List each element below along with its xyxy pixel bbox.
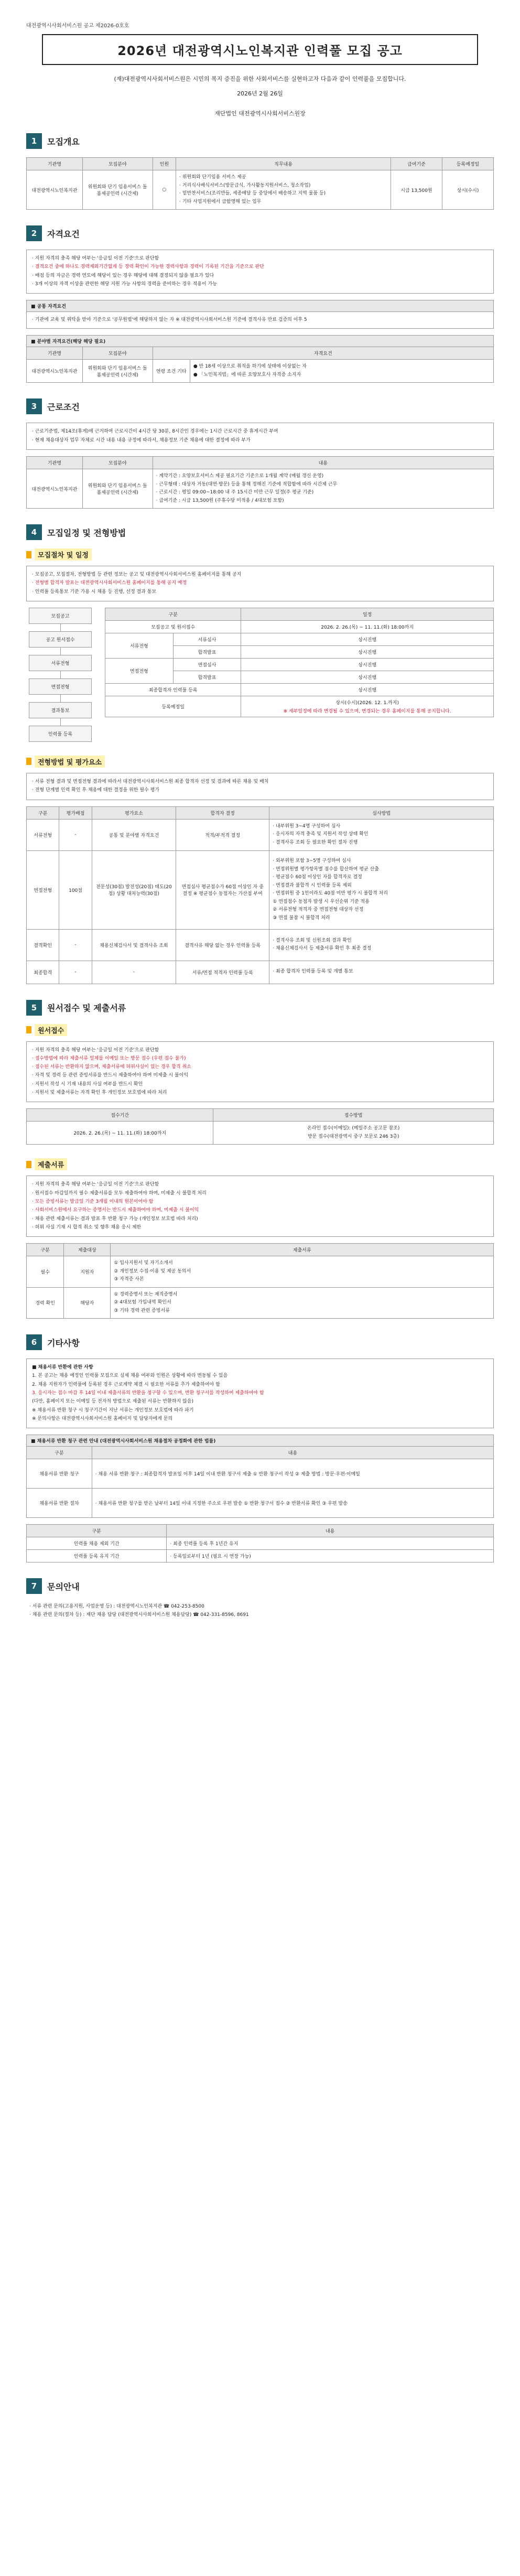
document-items [111,1256,494,1288]
section-number: 3 [26,398,42,414]
schedule-notes [26,566,494,601]
note-line: · 자격 및 경력 등 관련 증빙서류를 반드시 제출하여야 하며 미제출 시 불이익 [32,1073,189,1079]
note-line: · 서류 전형 결과 및 면접전형 결과에 따라서 대전광역시사회서비스원 최종 합격자 선정 및 결과에 따른 채용 및 배치 [32,779,269,784]
duty-item: · 위원회와 단기임용 서비스 제공 [179,175,246,180]
method-item: · 결격사유 조회 및 신원조회 결과 확인 [273,937,352,943]
condition-item: · 계약기간 : 요양보호서비스 제공 필요기간 기준으로 1개월 계약 (매월 갱신 운영) [156,473,324,479]
notice-date: 2026년 2월 26일 [237,90,283,97]
schedule-value: 상시진행 [241,658,494,671]
documents-subheader [26,1158,494,1170]
table-header: 모집분야 [82,158,153,170]
method-item: · 외부위원 포함 3~5명 구성하여 심사 [273,858,351,864]
schedule-value [241,696,494,717]
eval-method [269,961,494,984]
subsection-title: 전형방법 및 평가요소 [35,756,105,768]
arrow-down-icon [60,671,61,678]
note-line: · 채용 관련 제출서류는 결과 발표 후 반환 청구 가능 (개인정보 보호법 따라 처리) [32,1216,198,1222]
method-item: ③ 면접 불참 시 불합격 처리 [273,915,330,921]
duty-item: · 거리식사배식서비스(방문급식, 가사활동지원서비스, 청소작업) [179,182,311,188]
table-header: 내용 [153,457,493,469]
eval-score: - [59,929,92,961]
eval-elements: 공통 및 분야별 자격요건 [92,819,176,850]
document-items [111,1287,494,1319]
schedule-stage: 등록예정일 [105,696,241,717]
section-application-header [26,1000,494,1016]
method-line: 온라인 접수(이메일): (메일주소 공고문 참조) [307,1126,400,1131]
schedule-stage: 면접전형 [105,658,174,683]
note-line: · 결격요건 중에 하나도 경력제외기간없게 등 경력 확인이 가능한 경력사항과 경력이 기록된 기간을 기준으로 판단 [32,264,264,270]
rule-type: 인력풀 채용 제외 기간 [27,1537,167,1550]
process-flow [26,608,94,742]
contact-line: · 서류 관련 문의(고용지원, 사업운영 등) : 대전광역시노인복지관 ☎ 042-253-8500 [29,1604,204,1610]
contact-info [26,1602,494,1619]
document-item: ③ 자격증 사본 [114,1277,144,1282]
document-target: 지원자 [64,1256,111,1288]
condition-item: · 급여기준 : 시급 13,500원 (주휴수당 미적용 / 4대보험 포함) [156,498,284,503]
square-bullet-icon [26,1026,31,1033]
overview-count: ○ [153,170,176,210]
eval-type: 결격확인 [27,929,59,961]
section-title: 근로조건 [47,402,80,412]
note-line: · 지원서 및 제출서류는 자격 확인 후 개인정보 보호법에 따라 처리 [32,1090,167,1096]
conditions-items [153,469,493,509]
application-period: 2026. 2. 26.(목) ~ 11. 11.(화) 18:00까지 [27,1122,213,1145]
table-header: 구분 [27,1244,64,1256]
document-item: ① 경력증명서 또는 재직증명서 [114,1291,178,1297]
section-etc-header [26,1334,494,1350]
method-item: · 내부위원 3~4명 구성하여 심사 [273,823,341,829]
table-header: 일정 [241,608,494,620]
method-item: · 결격사유 조회 등 필요한 확인 절차 진행 [273,839,358,845]
eval-decision: 면접심사 평균점수가 60점 이상인 자 중 결정 ※ 평균점수 동점자는 가산점 부여 [176,850,269,929]
table-header: 기관명 [27,158,83,170]
section-number: 6 [26,1334,42,1350]
note-line: · 원서접수 마감일까지 필수 제출서류를 모두 제출하여야 하며, 미제출 시 불합격 처리 [32,1190,207,1196]
table-header: 구분 [27,1525,167,1537]
overview-table [26,157,494,210]
method-line: 방문 접수(대전광역시 중구 보문로 246 3층) [307,1134,399,1139]
table-header: 모집분야 [82,457,153,469]
conditions-field: 위원회와 단기 임용서비스 돌봄제공인력 (시간제) [82,469,153,509]
application-notes [26,1041,494,1103]
flow-step: 공고 원서접수 [29,631,92,648]
section-title: 모집개요 [47,136,80,147]
schedule-value: 상시진행 [241,671,494,683]
section-number: 5 [26,1000,42,1016]
specific-label: 연령 조건 기타 [153,360,190,383]
overview-duties [176,170,391,210]
note-line: · 모든 증빙서류는 발급일 기준 3개월 이내의 원본이어야 함 [32,1199,154,1204]
eval-method [269,850,494,929]
note-line: · 배점 등의 자금은 경력 연도에 해당이 있는 경우 해당에 대해 결정되지 않을 필요가 있다 [32,273,214,278]
flow-step: 결과통보 [29,702,92,718]
flow-step: 서류전형 [29,655,92,671]
arrow-down-icon [60,624,61,631]
note-line: 3. 응시자는 접수 마감 후 14일 이내 제출서류의 반환을 청구할 수 있으며, 반환 청구서를 작성하여 제출하여야 함 [32,1391,264,1396]
document-item: ① 입사지원서 및 자기소개서 [114,1260,173,1266]
overview-reg-date: 상시(수시) [442,170,493,210]
note-line: (다만, 홈페이지 또는 이메일 등 전자적 방법으로 제출된 서류는 반환하지 않음) [32,1399,194,1405]
qualification-notes [26,250,494,294]
note-line: 2. 채용 지원자가 인력풀에 등록된 경우 근로계약 체결 시 필요한 서류를 추가 제출하여야 함 [32,1382,220,1387]
overview-org: 대전광역시노인복지관 [27,170,83,210]
document-item: ② 4대보험 가입내역 확인서 [114,1300,171,1306]
table-header: 심사방법 [269,806,494,819]
table-header: 기관명 [27,457,83,469]
contact-line: · 채용 관련 문의(절차 등) : 재단 채용 담당 (대전광역시사회서비스원 채용담당) ☎ 042-331-8596, 8691 [29,1612,249,1618]
eval-decision: 적격/부적격 결정 [176,819,269,850]
documents-table [26,1243,494,1319]
flow-step: 인력풀 등록 [29,726,92,742]
method-item: · 면접결과 불합격 시 인력풀 등록 제외 [273,882,352,888]
subsection-title: 제출서류 [35,1158,67,1170]
method-item: · 평균점수 60점 이상인 자를 합격자로 결정 [273,875,362,880]
overview-pay: 시급 13,500원 [391,170,442,210]
table-header: 제출대상 [64,1244,111,1256]
note-line: · 지원 자격의 충족 해당 여부는 '응금일 이전 기준'으로 판단함 [32,1182,159,1188]
condition-item: · 근무형태 : 대상자 거동(대면·방문) 등을 통해 정해진 기준에 적합함에 따라 시간제 근무 [156,481,338,487]
rule-content: · 등록일로부터 1년 (필요 시 연장 가능) [167,1550,494,1562]
eval-elements: 채용신체검사서 및 결격사유 조회 [92,929,176,961]
condition-item: · 근로시간 : 평일 09:00~18:00 내 주 15시간 미만 근무 일정(주 평균 기준) [156,490,314,495]
section-title: 문의안내 [47,1581,80,1592]
arrow-down-icon [60,718,61,726]
method-item: · 응시자의 자격 충족 및 지원서 작성 상태 확인 [273,832,369,837]
etc-table-title: ■ 채용서류 반환 청구 관련 안내 (대전광역시사회서비스원 채용절차 공정화에 관한 법률) [26,1435,494,1446]
note-line: · 지원서 작성 시 기재 내용의 사실 여부를 반드시 확인 [32,1081,143,1087]
table-header: 등록예정일 [442,158,493,170]
eval-type: 최종합격 [27,961,59,984]
section-title: 원서접수 및 제출서류 [47,1003,126,1014]
section-title: 자격요건 [47,229,80,239]
section-number: 2 [26,225,42,241]
specific-qualification-title: ■ 분야별 자격요건(해당 해당 필요) [26,335,494,347]
table-header: 평가요소 [92,806,176,819]
section-title: 기타사항 [47,1338,80,1348]
eval-type: 면접전형 [27,850,59,929]
eval-elements: - [92,961,176,984]
method-item: · 채용신체검사서 등 제출서류 확인 후 최종 결정 [273,946,372,952]
document-item: ③ 기타 경력 관련 증빙서류 [114,1308,170,1313]
conditions-org: 대전광역시노인복지관 [27,469,83,509]
section-number: 4 [26,524,42,540]
subsection-title: 원서접수 [35,1024,67,1036]
schedule-table-wrap [105,608,494,717]
etc-rules-table [26,1524,494,1562]
schedule-substage: 합격발표 [173,645,241,658]
method-item: ① 면접점수 동점자 발생 시 우선순위 기준 적용 [273,899,370,904]
rule-type: 인력풀 등록 유지 기간 [27,1550,167,1562]
title-box [42,34,478,65]
eval-method [269,929,494,961]
method-item: · 최종 합격자 인력풀 등록 및 개별 통보 [273,969,353,975]
table-header: 내용 [167,1525,494,1537]
application-methods [213,1122,494,1145]
arrow-down-icon [60,695,61,702]
note-line: · 접수된 서류는 반환하지 않으며, 제출서류에 허위사실이 있는 경우 합격 취소 [32,1064,191,1070]
qualification-item: ● 「노인복지법」에 따른 요양보호사 자격증 소지자 [193,372,301,378]
note-line: · 인력풀 등록통보 기준 가용 시 채용 등 진행, 선정 결과 통보 [32,589,157,595]
method-item: · 면접위원별 평가항목별 점수를 합산하여 평균 산출 [273,866,379,872]
square-bullet-icon [26,758,31,765]
section-qualification-header [26,225,494,241]
schedule-stage: 서류전형 [105,633,174,658]
etc-notes [26,1359,494,1428]
application-subheader [26,1024,494,1036]
note-line: · 허위 사실 기재 시 합격 취소 및 향후 채용 응시 제한 [32,1224,142,1230]
section-contact-header [26,1578,494,1594]
table-header: 자격요건 [153,347,493,360]
table-header: 내용 [92,1447,493,1459]
schedule-subheader [26,548,494,561]
eval-score: 100점 [59,850,92,929]
section-conditions-header [26,398,494,414]
schedule-substage: 합격발표 [173,671,241,683]
table-header: 접수방법 [213,1109,494,1122]
table-header: 구분 [27,1447,92,1459]
evaluation-table [26,806,494,984]
schedule-substage: 서류심사 [173,633,241,645]
common-qualification-title: ■ 공통 자격요건 [26,300,494,311]
table-header: 평가배점 [59,806,92,819]
note-line: · 현재 채용대상자 업무 자체로 시간 내용 내용 규정에 따라서, 채용정보 기준 채용에 대한 결정에 따라 부가 [32,437,251,443]
schedule-value: 상시진행 [241,633,494,645]
etc-type: 채용서류 반환 청구 [27,1459,92,1489]
note-line: · 전형별 합격자 발표는 대전광역시사회서비스원 홈페이지를 통해 공지 예정 [32,580,187,586]
document-number: 대전광역시사회서비스원 공고 제2026-0호호 [26,23,129,29]
etc-table [26,1446,494,1518]
note-line: ※ 채용서류 반환 청구 시 청구기간이 지난 서류는 개인정보 보호법에 따라 파기 [32,1407,194,1413]
signature: 재단법인 대전광역시사회서비스원장 [214,110,306,117]
schedule-value-text: 상시(수시)(2026. 12. 1.까지) [335,700,399,706]
evaluation-subheader [26,756,494,768]
table-header: 인원 [153,158,176,170]
specific-org: 대전광역시노인복지관 [27,360,83,383]
application-table [26,1108,494,1145]
documents-notes [26,1176,494,1237]
note-line: · 접수방법에 따라 제출서류 일체를 이메일 또는 방문 접수 (우편 접수 불가) [32,1055,186,1061]
schedule-note: ※ 세부일정에 따라 변경될 수 있으며, 변경되는 경우 홈페이지를 통해 공지합니다. [283,708,451,714]
square-bullet-icon [26,1161,31,1168]
page-title: 2026년 대전광역시노인복지관 인력풀 모집 공고 [117,44,403,58]
table-header: 직무내용 [176,158,391,170]
conditions-table [26,456,494,509]
section-number: 1 [26,133,42,149]
document-target: 해당자 [64,1287,111,1319]
schedule-stage: 모집공고 및 원서접수 [105,620,241,633]
schedule-layout [26,608,494,742]
table-header: 합격자 결정 [176,806,269,819]
eval-decision: 결격사유 해당 없는 경우 인력풀 등록 [176,929,269,961]
note-line: · 3개 이상의 자격 이상을 관련한 해당 지원 가능 사항의 경력을 준비하는 경우 적용이 가능 [32,281,217,287]
note-line: · 전형 단계별 인력 확인 후 채용에 대한 결정을 위한 필수 평가 [32,788,159,793]
note-line: · 지원 자격의 충족 해당 여부는 '응금일 이전 기준'으로 판단함 [32,256,159,261]
method-item: ② 서류전형 적격자 중 면접전형 대상자 선정 [273,907,364,913]
note-line: · 모집공고, 모집절차, 전형방법 등 관련 정보는 공고 및 대전광역시사회서비스원 홈페이지를 통해 공지 [32,572,242,578]
schedule-value: 상시진행 [241,683,494,696]
arrow-down-icon [60,648,61,655]
schedule-value: 상시진행 [241,645,494,658]
conditions-notes [26,423,494,450]
overview-field: 위원회와 단기 임용서비스 돌봄제공인력 (시간제) [82,170,153,210]
note-line: 1. 본 공고는 채용 예정인 인력풀 모집으로 실제 채용 여부와 인원은 상황에 따라 변동될 수 있음 [32,1373,228,1379]
intro-text: (재)대전광역시사회서비스원은 시민의 복지 증진을 위한 사회서비스를 실현하고자 다음과 같이 인력풀을 모집합니다. [114,76,406,82]
common-qualification: · 기관에 교육 및 위탁을 받아 기준으로 '공무원법'에 해당하지 않는 자 ※ 대전광역시사회서비스원 기준에 결격사유 만료 검증의 이후 5 [26,311,494,329]
document-type: 경력 확인 [27,1287,64,1319]
section-number: 7 [26,1578,42,1594]
table-header: 구분 [27,806,59,819]
document-item: ② 개인정보 수집·이용 및 제공 동의서 [114,1268,191,1274]
specific-items [190,360,493,383]
table-header: 급여기준 [391,158,442,170]
schedule-stage: 최종합격자 인력풀 등록 [105,683,241,696]
eval-score: - [59,961,92,984]
table-header: 모집분야 [82,347,153,360]
eval-decision: 서류/면접 적격자 인력풀 등록 [176,961,269,984]
table-header: 접수기간 [27,1109,213,1122]
specific-qualification-table [26,347,494,383]
subsection-title: 모집절차 및 일정 [35,548,92,561]
note-line: · 근로기준법, 제14조(휴게)에 근거하여 근로시간이 4시간 당 30분, 8시간인 경우에는 1시간 근로시간 중 휴게시간 부여 [32,429,278,435]
note-line: · 사회서비스원에서 요구하는 증명서는 반드시 제출하여야 하며, 미제출 시 불이익 [32,1208,199,1213]
section-overview-header [26,133,494,149]
etc-content: · 채용 서류 반환 청구 : 최종합격자 발표일 이후 14일 이내 반환 청구서 제출 ① 반환 청구서 작성 ② 제출 방법 : 방문·우편·이메일 [92,1459,493,1489]
eval-method [269,819,494,850]
evaluation-notes [26,773,494,800]
table-header: 기관명 [27,347,83,360]
etc-content: · 채용서류 반환 청구를 받은 날부터 14일 이내 지정한 주소로 우편 발송 ① 반환 청구서 접수 ② 반환서류 확인 ③ 우편 발송 [92,1489,493,1518]
eval-elements: 전문성(30점) 발전성(20점) 태도(20점) 상황 대처능력(30점) [92,850,176,929]
schedule-value: 2026. 2. 26.(목) ~ 11. 11.(화) 18:00까지 [241,620,494,633]
document-type: 필수 [27,1256,64,1288]
schedule-substage: 면접심사 [173,658,241,671]
rule-content: · 최종 인력풀 등록 후 1년간 유지 [167,1537,494,1550]
note-line: ■ 채용서류 반환에 관한 사항 [32,1365,93,1371]
note-line: ※ 문의사항은 대전광역시사회서비스원 홈페이지 및 담당자에게 문의 [32,1416,173,1421]
square-bullet-icon [26,551,31,558]
table-header: 구분 [105,608,241,620]
method-item: · 면접위원 중 1인이라도 40점 미만 평가 시 불합격 처리 [273,891,388,897]
specific-field: 위원회와 단기 임용서비스 돌봄제공인력 (시간제) [82,360,153,383]
etc-type: 채용서류 반환 절차 [27,1489,92,1518]
duty-item: · 밑반찬서비스(조리만들, 세종배달 등 중앙에서 배송하고 지역 물품 등) [179,191,326,196]
section-title: 모집일정 및 전형방법 [47,527,126,538]
table-header: 제출서류 [111,1244,494,1256]
flow-step: 모집공고 [29,608,92,624]
flow-step: 면접전형 [29,678,92,695]
qualification-item: ● 만 18세 이상으로 취직을 하기에 상태에 이상없는 자 [193,364,307,370]
section-schedule-header [26,524,494,540]
note-line: · 지원 자격의 충족 해당 여부는 '응금일 이전 기준'으로 판단함 [32,1047,159,1053]
duty-item: · 기타 사업지원에서 급함명해 있는 업무 [179,199,262,204]
schedule-table [105,608,494,717]
eval-type: 서류전형 [27,819,59,850]
eval-score: - [59,819,92,850]
